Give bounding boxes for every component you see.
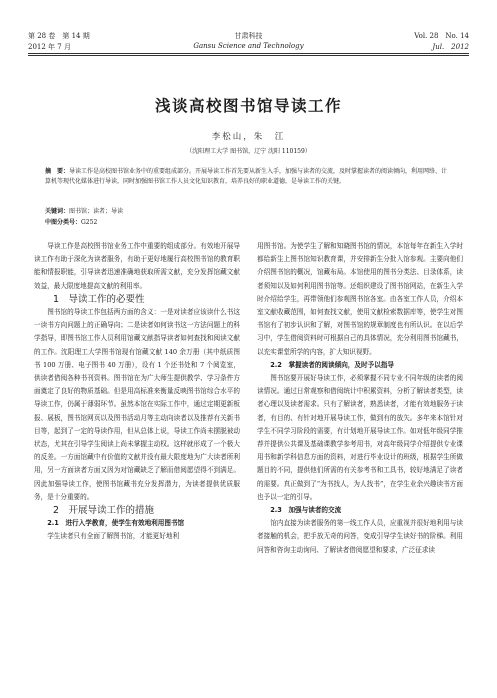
section-2-1-heading: 2.1 进行入学教育，使学生有效地利用图书馆 <box>47 519 185 528</box>
header-rule <box>28 53 469 54</box>
clc-label: 中图分类号： <box>45 219 82 226</box>
section-1-paragraph: 图书馆的导读工作包括两方面的含义：一是对读者应该读什么书这一读书方向问题上的正确导向；二是读者如何读书这一方法问题上的科学指导，即图书馆工作人员利用馆藏文献指导读者如何查找和阅读文献的工作。沈阳理工大学图书馆现有馆藏文献 140 余万册（其中纸质图书 100 万册、电子图书 40 万册），设有 1 个还书处和 7 个阅览室，供读者借阅各种书刊资料。图书馆在为广大师生提供教学、学习条件方面奠定了良好的物质基础。但是用高标准来衡量反映图书馆综合水平的导读工作，仍属于薄弱环节。虽然本馆在实际工作中，通过定期更新板报、展板，图书馆网页以及图书活动月等主动向读者以及推荐有关新书目等，起到了一定的导读作用，但从总体上说，导读工作尚未摆脱被动状态，尤其在引导学生阅读上尚未掌握主动权。这样就形成了一个极大的反差。一方面馆藏中有价值的文献并没有最大限度地为广大读者所利用，另一方面读者方面又因为对馆藏缺乏了解而借阅愿望得不到满足。因此加强导读工作，使图书馆藏书充分发挥潜力，为读者提供优质服务，是十分重要的。 <box>34 308 240 501</box>
abstract-label: 摘 要： <box>45 168 70 175</box>
publication-date-en: Jul. 2012 <box>432 43 469 51</box>
volume-issue-en: Vol. 28 No. 14 <box>414 32 469 40</box>
left-column <box>34 240 240 544</box>
section-2-heading: 2 开展导读工作的措施 <box>53 505 155 517</box>
keywords-label: 关键词： <box>45 208 70 215</box>
keywords <box>45 207 452 217</box>
header-rule-thin <box>28 55 469 56</box>
clc-text: G252 <box>81 219 98 226</box>
intro-paragraph: 导读工作是高校图书馆业务工作中重要的组成部分。有效地开展导读工作有助于深化为读者服务，有助于更好地履行高校图书馆的教育职能和情报职能，引导读者迅速准确地获取所需文献，充分发挥馆藏文献效益，最大限度地提高文献的利用率。 <box>34 242 240 290</box>
right-column <box>257 240 463 557</box>
section-2-3-heading: 2.3 加强与读者的交流 <box>270 506 342 515</box>
section-1-heading: 1 导读工作的必要性 <box>53 293 145 305</box>
volume-issue: 第 28 卷 第 14 期 <box>28 32 90 40</box>
publication-date: 2012 年 7 月 <box>28 43 71 51</box>
clc-number <box>45 218 452 228</box>
section-2-2-heading: 2.2 掌握读者的阅读倾向，及时予以指导 <box>270 360 394 369</box>
section-2-3-paragraph: 馆内直接为读者服务的第一线工作人员，应重视并很好地利用与读者接触的机会，把手放无奇的问答，变成引导学生读好书的阶梯。利用问答和咨询主动询问、了解读者借阅愿望和要求，广泛征求读 <box>257 519 463 554</box>
journal-name-cn: 甘肃科技 <box>234 32 263 40</box>
abstract-text: 导读工作是高校图书馆业务中的重要组成部分。开展导读工作首先要从新生入手，加强与读者的交流，及时掌握读者的阅读倾向，利用网络、计算机等现代化媒体进行导读，同时加强图书馆工作人员文化知识教育，培养良好的职业道德，是导读工作的关键。 <box>45 168 448 185</box>
continued-paragraph: 用图书馆。为使学生了解和知晓图书馆的情况，本馆每年在新生入学时都给新生上图书馆知识教育课，并安排新生分批入馆参观。主要向他们介绍图书馆的概况，馆藏布局。本馆使用的图书分类法、目录体系，读者须知以及如何利用图书馆等。还组织建设了图书馆网站，在新生入学时介绍给学生，再带领他们参观图书馆各室。由各室工作人员，介绍本室文献收藏范围，如何查找文献，使用文献检索数据库等，使学生对图书馆有了初步认识和了解，对图书馆的规章制度也有所认识。在以后学习中，学生借阅资料时可根据自己的具体情况，充分利用图书馆藏书，以充实课堂所学的内容，扩大知识视野。 <box>257 242 463 356</box>
article-title: 浅谈高校图书馆导读工作 <box>154 97 342 115</box>
abstract <box>45 167 452 187</box>
affiliation: （沈阳理工大学 图书馆，辽宁 沈阳 110159） <box>186 148 311 155</box>
authors: 李松山，朱 江 <box>211 132 286 142</box>
journal-name-en: Gansu Science and Technology <box>193 42 304 50</box>
section-2-1-paragraph: 学生读者只有全面了解图书馆，才能更好地利 <box>47 532 180 541</box>
keywords-text: 图书馆；读者；导读 <box>69 208 124 215</box>
section-2-2-paragraph: 图书馆要开展好导读工作，必须掌握不同专业不同年级的读者的阅读情况。通过日常观察和借阅统计中积累资料，分析了解读者类型，读者心理以及读者需求。只有了解读者，熟悉读者，才能有效地服务于读者，有目的、有针对地开展导读工作，做到有的放矢。多年来本馆针对学生不同学习阶段的需要，有计划地开展导读工作。如对低年级同学推荐并提供公共课及基础课教学参考用书，对高年级同学介绍提供专业课用书和新学科信息方面的资料，对进行毕业设计的班级，根据学生所做题目的不同，提供他们所需的有关参考书和工具书，较好地满足了读者的需要。真正做到了“为书找人，为人找书”，在学生业余兴趣读书方面也予以一定的引导。 <box>257 374 463 501</box>
